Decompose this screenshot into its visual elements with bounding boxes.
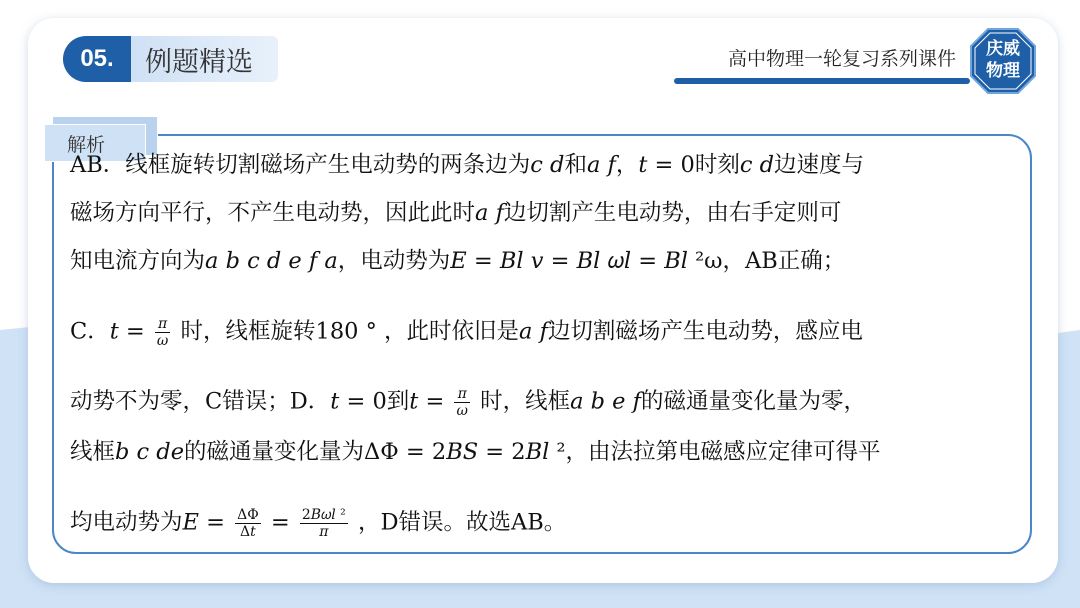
section-title: 例题精选 [131,36,278,82]
text-line-4 [70,316,863,349]
fraction-delta-phi-over-delta-t: $\frac{\Delta\Phi}{\text{Δ𝑡}}$ [237,507,259,540]
analysis-tab-label: 解析 [44,124,146,162]
text-line-3: 知电流方向为𝑎 𝑏 𝑐 𝑑 𝑒 𝑓 𝑎，电动势为𝐸 = 𝐵𝑙 𝑣 = 𝐵𝑙 𝜔𝑙 = 𝐵𝑙 ²ω，AB正确； [70,248,846,274]
text-line-4-start: C．𝑡 = [70,318,145,345]
text-line-2: 磁场方向平行，不产生电动势，因此此时𝑎 𝑓边切割产生电动势，由右手定则可 [70,200,842,226]
text-line-1: AB．线框旋转切割磁场产生电动势的两条边为𝑐 𝑑和𝑎 𝑓，𝑡 = 0时刻𝑐 𝑑边速度与 [70,152,865,178]
logo-line-1: 庆威 [986,39,1020,59]
text-line-7-start: 均电动势为𝐸 = [70,509,225,536]
series-underline [674,78,970,84]
text-line-4-end: 时，线框旋转180 ° ，此时依旧是𝑎 𝑓边切割磁场产生电动势，感应电 [180,318,863,345]
series-title: 高中物理一轮复习系列课件 [727,48,956,70]
logo-badge [970,28,1036,94]
text-line-7 [70,507,566,540]
fraction-2bwl2-over-pi: $\frac{\text{2𝐵𝜔𝑙 ²}}{\pi}$ [301,507,346,540]
fraction-pi-over-omega: $\frac{\pi}{\omega}$ [156,316,169,349]
text-line-5 [70,386,866,419]
text-line-7-end: ，D错误。故选AB。 [357,509,567,536]
fraction-pi-over-omega-2: $\frac{\pi}{\omega}$ [456,386,468,419]
text-line-6: 线框𝑏 𝑐 𝑑𝑒的磁通量变化量为ΔΦ = 2𝐵𝑆 = 2𝐵𝑙 ²，由法拉第电磁感应定律可得平 [70,439,881,465]
text-line-5-end: 时，线框𝑎 𝑏 𝑒 𝑓的磁通量变化量为零， [480,388,866,415]
section-number-badge: 05. [63,36,131,82]
equals-sign: = [270,509,290,536]
text-line-5-start: 动势不为零，C错误；D．𝑡 = 0到𝑡 = [70,388,445,415]
logo-line-2: 物理 [986,61,1020,81]
